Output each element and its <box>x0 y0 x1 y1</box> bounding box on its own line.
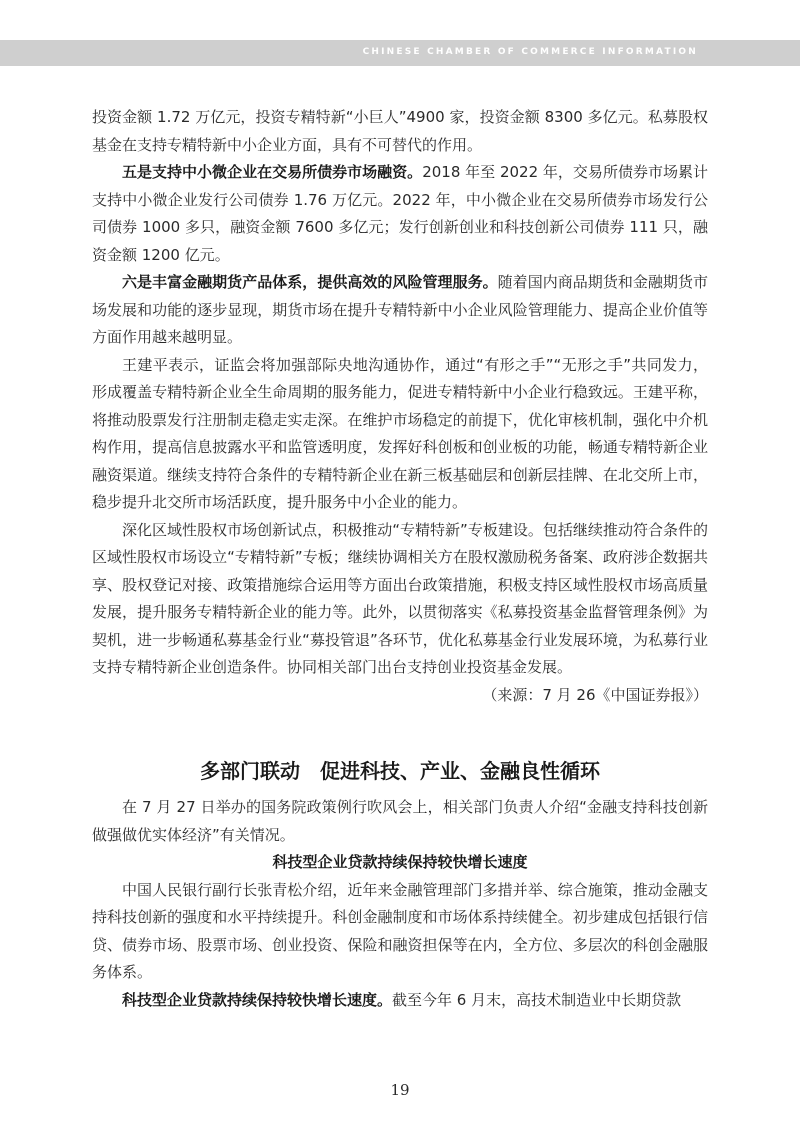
paragraph-body: 随着国内商品期货和金融期货市场发展和功能的逐步显现，期货市场在提升专精特新中小企业风险管理能力、提高企业价值等方面作用越来越明显。 <box>92 273 708 346</box>
paragraph-futures <box>92 269 708 352</box>
paragraph-wang-jianping: 王建平表示，证监会将加强部际央地沟通协作，通过“有形之手”“无形之手”共同发力，形成覆盖专精特新企业全生命周期的服务能力，促进专精特新中小企业行稳致远。王建平称，将推动股票发行注册制走稳走实走深。在维护市场稳定的前提下，优化审核机制，强化中介机构作用，提高信息披露水平和监管透明度，发挥好科创板和创业板的功能，畅通专精特新企业融资渠道。继续支持符合条件的专精特新企业在新三板基础层和创新层挂牌、在北交所上市，稳步提升北交所市场活跃度，提升服务中小企业的能力。 <box>92 355 708 511</box>
article-title: 多部门联动 促进科技、产业、金融良性循环 <box>200 759 600 783</box>
running-header-title: CHINESE CHAMBER OF COMMERCE INFORMATION <box>362 47 698 57</box>
paragraph-body: 截至今年 6 月末，高技术制造业中长期贷款 <box>392 990 682 1009</box>
paragraph-pboc: 中国人民银行副行长张青松介绍，近年来金融管理部门多措并举、综合施策，推动金融支持科技创新的强度和水平持续提升。科创金融制度和市场体系持续健全。初步建成包括银行信贷、债券市场、股票市场、创业投资、保险和融资担保等在内，全方位、多层次的科创金融服务体系。 <box>92 880 708 981</box>
paragraph-body: 2018 年至 2022 年，交易所债券市场累计支持中小微企业发行公司债券 1.76 万亿元。2022 年，中小微企业在交易所债券市场发行公司债券 1000 多只，融资金额 7600 多亿元；发行创新创业和科技创新公司债券 111 只，融资金额 1200 亿元。 <box>92 163 708 264</box>
paragraph-continued: 投资金额 1.72 万亿元，投资专精特新“小巨人”4900 家，投资金额 8300 多亿元。私募股权基金在支持专精特新中小企业方面，具有不可替代的作用。 <box>92 108 708 154</box>
source-citation: （来源：7 月 26《中国证券报》） <box>482 685 708 704</box>
article-intro: 在 7 月 27 日举办的国务院政策例行吹风会上，相关部门负责人介绍“金融支持科技创新 做强做优实体经济”有关情况。 <box>92 798 708 844</box>
paragraph-loans <box>92 987 708 1015</box>
page-content <box>92 104 708 1014</box>
paragraph-lead: 六是丰富金融期货产品体系，提供高效的风险管理服务。 <box>122 273 498 291</box>
paragraph-lead: 科技型企业贷款持续保持较快增长速度。 <box>122 990 393 1009</box>
page-number: 19 <box>390 1081 410 1099</box>
article-subheading: 科技型企业贷款持续保持较快增长速度 <box>272 853 528 871</box>
paragraph-regional-equity: 深化区域性股权市场创新试点，积极推动“专精特新”专板建设。包括继续推动符合条件的区域性股权市场设立“专精特新”专板；继续协调相关方在股权激励税务备案、政府涉企数据共享、股权登记对接、政策措施综合运用等方面出台政策措施，积极支持区域性股权市场高质量发展，提升服务专精特新企业的能力等。此外，以贯彻落实《私募投资基金监督管理条例》为契机，进一步畅通私募基金行业“募投管退”各环节，优化私募基金行业发展环境，为私募行业支持专精特新企业创造条件。协同相关部门出台支持创业投资基金发展。 <box>92 520 708 676</box>
paragraph-lead: 五是支持中小微企业在交易所债券市场融资。 <box>122 163 423 181</box>
paragraph-bond-market <box>92 159 708 269</box>
